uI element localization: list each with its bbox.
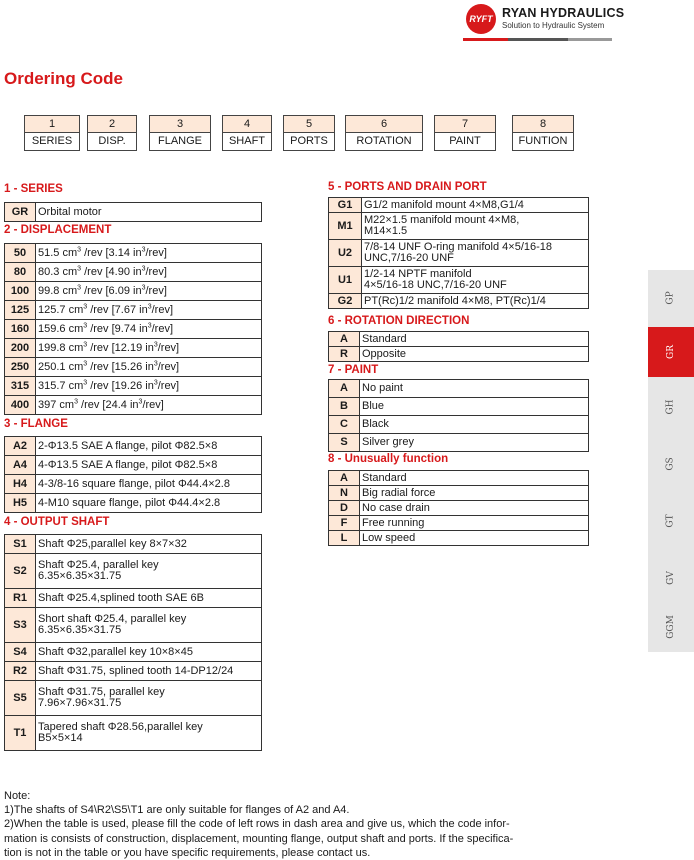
- option-code: 160: [5, 320, 36, 339]
- displacement-table: [4, 243, 262, 415]
- desc-line: Shaft Φ31.75, splined tooth 14-DP12/24: [38, 664, 234, 677]
- code-box-label: PORTS: [284, 132, 334, 150]
- table-row: [329, 198, 589, 213]
- code-box-number: 4: [243, 118, 251, 130]
- disp-imperial: /rev [7.67 in: [87, 303, 148, 316]
- disp-sup: 3: [147, 321, 152, 329]
- table-row: [329, 347, 589, 362]
- option-desc: 2-Φ13.5 SAE A flange, pilot Φ82.5×8: [36, 437, 262, 456]
- side-tab-label: GS: [665, 457, 676, 471]
- option-desc: Standard: [360, 471, 589, 486]
- disp-metric: 250.1 cm: [38, 360, 84, 373]
- note-line: tion is not in the table or you have specific requirements, please contact us.: [4, 846, 371, 859]
- option-desc: [362, 198, 589, 213]
- desc-line: Shaft Φ32,parallel key 10×8×45: [38, 645, 193, 658]
- desc-line: PT(Rc)1/2 manifold 4×M8, PT(Rc)1/4: [364, 294, 546, 307]
- option-desc: [36, 320, 262, 339]
- option-code: M1: [329, 213, 362, 240]
- table-row: [5, 301, 262, 320]
- code-box-label: SERIES: [25, 132, 79, 150]
- option-code: S2: [5, 554, 36, 589]
- option-desc: [36, 301, 262, 320]
- table-row: [5, 643, 262, 662]
- desc-line: M14×1.5: [364, 225, 408, 237]
- option-desc: Black: [360, 416, 589, 434]
- option-code: A: [329, 471, 360, 486]
- option-code: U2: [329, 240, 362, 267]
- option-code: F: [329, 516, 360, 531]
- brand-logo: RYFT: [466, 4, 496, 34]
- code-box-label: DISP.: [88, 132, 136, 150]
- disp-sup: 3: [153, 340, 158, 348]
- disp-end: /rev]: [157, 341, 180, 354]
- rotation-table: [328, 331, 589, 362]
- notes: [4, 789, 589, 860]
- option-code: 200: [5, 339, 36, 358]
- desc-line: G1/2 manifold mount 4×M8,G1/4: [364, 198, 524, 211]
- desc-line: Shaft Φ25.4,splined tooth SAE 6B: [38, 591, 204, 604]
- disp-imperial: /rev [9.74 in: [87, 322, 148, 335]
- disp-imperial: /rev [6.09 in: [81, 284, 142, 297]
- series-title: 1 - SERIES: [4, 183, 63, 195]
- table-row: [5, 475, 262, 494]
- code-box-number: 3: [176, 118, 184, 130]
- option-code: 250: [5, 358, 36, 377]
- table-row: [329, 240, 589, 267]
- option-desc: [36, 535, 262, 554]
- disp-end: /rev]: [157, 379, 180, 392]
- desc-line: M22×1.5 manifold mount 4×M8,: [364, 214, 520, 226]
- option-desc: Blue: [360, 398, 589, 416]
- desc-line: Short shaft Φ25.4, parallel key: [38, 613, 187, 625]
- code-box-number: 5: [305, 118, 313, 130]
- code-box-rotation: [345, 115, 423, 151]
- option-code: C: [329, 416, 360, 434]
- code-box-series: [24, 115, 80, 151]
- table-row: [329, 434, 589, 452]
- header-bar-grey: [568, 38, 612, 41]
- code-box-number: 2: [108, 118, 116, 130]
- option-code: N: [329, 486, 360, 501]
- option-desc: [36, 681, 262, 716]
- table-row: [5, 203, 262, 222]
- table-row: [5, 716, 262, 751]
- desc-line: 7/8-14 UNF O-ring manifold 4×5/16-18: [364, 241, 553, 253]
- disp-sup: 3: [77, 245, 82, 253]
- disp-imperial: /rev [19.26 in: [87, 379, 154, 392]
- side-tab-label: GP: [666, 291, 676, 305]
- option-code: 125: [5, 301, 36, 320]
- table-row: [329, 380, 589, 398]
- rotation-title: 6 - ROTATION DIRECTION: [328, 315, 470, 327]
- side-tab-label: GGM: [665, 615, 676, 639]
- option-code: 400: [5, 396, 36, 415]
- table-row: [329, 398, 589, 416]
- option-code: H4: [5, 475, 36, 494]
- table-row: [329, 213, 589, 240]
- side-tab-gh[interactable]: [648, 386, 694, 428]
- code-box-label: FUNTION: [513, 132, 573, 150]
- flange-table: [4, 436, 262, 513]
- table-row: [329, 516, 589, 531]
- disp-sup: 3: [77, 283, 82, 291]
- header-bar-red: [463, 38, 508, 41]
- disp-metric: 80.3 cm: [38, 265, 78, 278]
- disp-sup: 3: [138, 397, 143, 405]
- disp-sup: 3: [83, 302, 88, 310]
- desc-line: 6.35×6.35×31.75: [38, 570, 122, 582]
- option-desc: Big radial force: [360, 486, 589, 501]
- disp-sup: 3: [83, 321, 88, 329]
- option-desc: 4-3/8-16 square flange, pilot Φ44.4×2.8: [36, 475, 262, 494]
- table-row: [329, 267, 589, 294]
- option-code: G1: [329, 198, 362, 213]
- desc-line: Shaft Φ31.75, parallel key: [38, 686, 165, 698]
- notes-heading: Note:: [4, 790, 31, 802]
- option-desc: [36, 358, 262, 377]
- desc-line: 1/2-14 NPTF manifold: [364, 268, 472, 280]
- table-row: [5, 456, 262, 475]
- disp-imperial: /rev [12.19 in: [87, 341, 154, 354]
- shaft-table: [4, 534, 262, 751]
- disp-sup: 3: [83, 359, 88, 367]
- disp-end: /rev]: [145, 246, 167, 259]
- disp-sup: 3: [153, 378, 158, 386]
- table-row: [5, 320, 262, 339]
- option-code: 100: [5, 282, 36, 301]
- header-bar-dark: [508, 38, 568, 41]
- option-code: U1: [329, 267, 362, 294]
- table-row: [5, 282, 262, 301]
- option-code: GR: [5, 203, 36, 222]
- side-tab-gv[interactable]: [648, 557, 694, 599]
- option-desc: [362, 240, 589, 267]
- option-code: S1: [5, 535, 36, 554]
- disp-metric: 99.8 cm: [38, 284, 78, 297]
- side-tab-gs[interactable]: [648, 443, 694, 485]
- side-tab-ggm[interactable]: [648, 610, 694, 644]
- disp-metric: 51.5 cm: [38, 246, 78, 259]
- option-code: D: [329, 501, 360, 516]
- side-tab-label: GR: [666, 345, 676, 359]
- desc-line: 7.96×7.96×31.75: [38, 697, 122, 709]
- disp-metric: 125.7 cm: [38, 303, 84, 316]
- code-box-flange: [149, 115, 211, 151]
- code-box-disp: [87, 115, 137, 151]
- side-tab-gt[interactable]: [648, 500, 694, 542]
- disp-imperial: /rev [4.90 in: [81, 265, 142, 278]
- side-tab-label: GV: [665, 571, 676, 585]
- option-desc: No case drain: [360, 501, 589, 516]
- table-row: [5, 589, 262, 608]
- table-row: [329, 471, 589, 486]
- option-code: S3: [5, 608, 36, 643]
- option-code: 50: [5, 244, 36, 263]
- side-tab-label: GH: [665, 399, 676, 415]
- disp-end: /rev]: [142, 398, 164, 411]
- option-code: S5: [5, 681, 36, 716]
- disp-sup: 3: [77, 264, 82, 272]
- option-desc: 4-Φ13.5 SAE A flange, pilot Φ82.5×8: [36, 456, 262, 475]
- table-row: [5, 662, 262, 681]
- code-box-label: FLANGE: [150, 132, 210, 150]
- side-tab-label: GT: [665, 514, 676, 528]
- note-line: 1)The shafts of S4\R2\S5\T1 are only suitable for flanges of A2 and A4.: [4, 804, 350, 817]
- option-code: B: [329, 398, 360, 416]
- disp-metric: 159.6 cm: [38, 322, 84, 335]
- code-box-shaft: [222, 115, 272, 151]
- displacement-title: 2 - DISPLACEMENT: [4, 224, 112, 236]
- option-code: T1: [5, 716, 36, 751]
- desc-line: Shaft Φ25,parallel key 8×7×32: [38, 537, 187, 550]
- option-code: R1: [5, 589, 36, 608]
- option-code: G2: [329, 294, 362, 309]
- function-title: 8 - Unusually function: [328, 453, 449, 465]
- option-desc: [36, 716, 262, 751]
- option-desc: 4-M10 square flange, pilot Φ44.4×2.8: [36, 494, 262, 513]
- desc-line: B5×5×14: [38, 732, 83, 744]
- code-box-number: 1: [48, 118, 56, 130]
- option-desc: [36, 282, 262, 301]
- option-desc: Orbital motor: [36, 203, 262, 222]
- option-code: 315: [5, 377, 36, 396]
- note-line: 2)When the table is used, please fill the code of left rows in dash area and give us, which the code infor-: [4, 818, 510, 831]
- option-desc: [362, 294, 589, 309]
- table-row: [5, 263, 262, 282]
- disp-sup: 3: [83, 378, 88, 386]
- option-desc: [36, 608, 262, 643]
- table-row: [5, 494, 262, 513]
- table-row: [5, 339, 262, 358]
- option-desc: [36, 662, 262, 681]
- option-code: S: [329, 434, 360, 452]
- table-row: [5, 377, 262, 396]
- option-desc: Standard: [360, 332, 589, 347]
- table-row: [329, 294, 589, 309]
- ports-table: [328, 197, 589, 309]
- option-desc: Opposite: [360, 347, 589, 362]
- disp-imperial: /rev [15.26 in: [87, 360, 154, 373]
- note-line: mation is consists of construction, displacement, mounting flange, output shaft and ports. If the specifica-: [4, 832, 514, 845]
- option-code: H5: [5, 494, 36, 513]
- option-desc: No paint: [360, 380, 589, 398]
- desc-line: Shaft Φ25.4, parallel key: [38, 559, 159, 571]
- option-desc: [36, 554, 262, 589]
- code-box-number: 6: [380, 118, 388, 130]
- code-box-number: 8: [539, 118, 547, 130]
- table-row: [5, 554, 262, 589]
- disp-sup: 3: [147, 302, 152, 310]
- desc-line: 4×5/16-18 UNC,7/16-20 UNF: [364, 279, 507, 291]
- table-row: [329, 501, 589, 516]
- side-tab-gp[interactable]: [648, 283, 694, 313]
- code-box-label: PAINT: [435, 132, 495, 150]
- code-box-number: 7: [461, 118, 469, 130]
- option-desc: [36, 339, 262, 358]
- page-title: Ordering Code: [4, 69, 124, 88]
- option-code: R: [329, 347, 360, 362]
- option-desc: [362, 213, 589, 240]
- disp-metric: 199.8 cm: [38, 341, 84, 354]
- disp-sup: 3: [141, 245, 146, 253]
- disp-end: /rev]: [145, 284, 167, 297]
- option-desc: Free running: [360, 516, 589, 531]
- option-code: L: [329, 531, 360, 546]
- shaft-title: 4 - OUTPUT SHAFT: [4, 516, 110, 528]
- disp-end: /rev]: [151, 303, 174, 316]
- option-desc: [36, 589, 262, 608]
- series-table: [4, 202, 262, 222]
- disp-sup: 3: [83, 340, 88, 348]
- table-row: [5, 535, 262, 554]
- code-box-funtion: [512, 115, 574, 151]
- option-desc: Silver grey: [360, 434, 589, 452]
- disp-end: /rev]: [145, 265, 167, 278]
- code-box-ports: [283, 115, 335, 151]
- table-row: [329, 332, 589, 347]
- option-code: A: [329, 332, 360, 347]
- option-desc: Low speed: [360, 531, 589, 546]
- option-code: S4: [5, 643, 36, 662]
- option-code: A: [329, 380, 360, 398]
- table-row: [5, 244, 262, 263]
- table-row: [329, 531, 589, 546]
- desc-line: 6.35×6.35×31.75: [38, 624, 122, 636]
- option-desc: [36, 244, 262, 263]
- table-row: [5, 358, 262, 377]
- disp-sup: 3: [74, 397, 78, 405]
- function-table: [328, 470, 589, 546]
- option-desc: [36, 396, 262, 415]
- option-code: 80: [5, 263, 36, 282]
- table-row: [5, 681, 262, 716]
- paint-title: 7 - PAINT: [328, 364, 379, 376]
- flange-title: 3 - FLANGE: [4, 418, 68, 430]
- disp-end: /rev]: [157, 360, 180, 373]
- ports-title: 5 - PORTS AND DRAIN PORT: [328, 181, 487, 193]
- disp-imperial: /rev [24.4 in: [77, 398, 139, 411]
- brand-tagline: Solution to Hydraulic System: [502, 21, 605, 30]
- option-desc: [36, 263, 262, 282]
- option-desc: [36, 643, 262, 662]
- side-tab-gr[interactable]: [648, 327, 694, 377]
- table-row: [329, 486, 589, 501]
- brand-name: RYAN HYDRAULICS: [502, 6, 625, 20]
- code-box-label: SHAFT: [223, 132, 271, 150]
- table-row: [5, 396, 262, 415]
- disp-end: /rev]: [151, 322, 174, 335]
- option-code: A2: [5, 437, 36, 456]
- code-box-paint: [434, 115, 496, 151]
- option-code: R2: [5, 662, 36, 681]
- desc-line: Tapered shaft Φ28.56,parallel key: [38, 721, 203, 733]
- disp-sup: 3: [153, 359, 158, 367]
- code-box-label: ROTATION: [346, 132, 422, 150]
- option-desc: [362, 267, 589, 294]
- disp-imperial: /rev [3.14 in: [81, 246, 142, 259]
- option-code: A4: [5, 456, 36, 475]
- option-desc: [36, 377, 262, 396]
- disp-metric: 315.7 cm: [38, 379, 84, 392]
- desc-line: UNC,7/16-20 UNF: [364, 252, 454, 264]
- disp-sup: 3: [141, 283, 146, 291]
- table-row: [5, 437, 262, 456]
- table-row: [5, 608, 262, 643]
- disp-metric: 397 cm: [38, 398, 75, 411]
- paint-table: [328, 379, 589, 452]
- disp-sup: 3: [141, 264, 146, 272]
- table-row: [329, 416, 589, 434]
